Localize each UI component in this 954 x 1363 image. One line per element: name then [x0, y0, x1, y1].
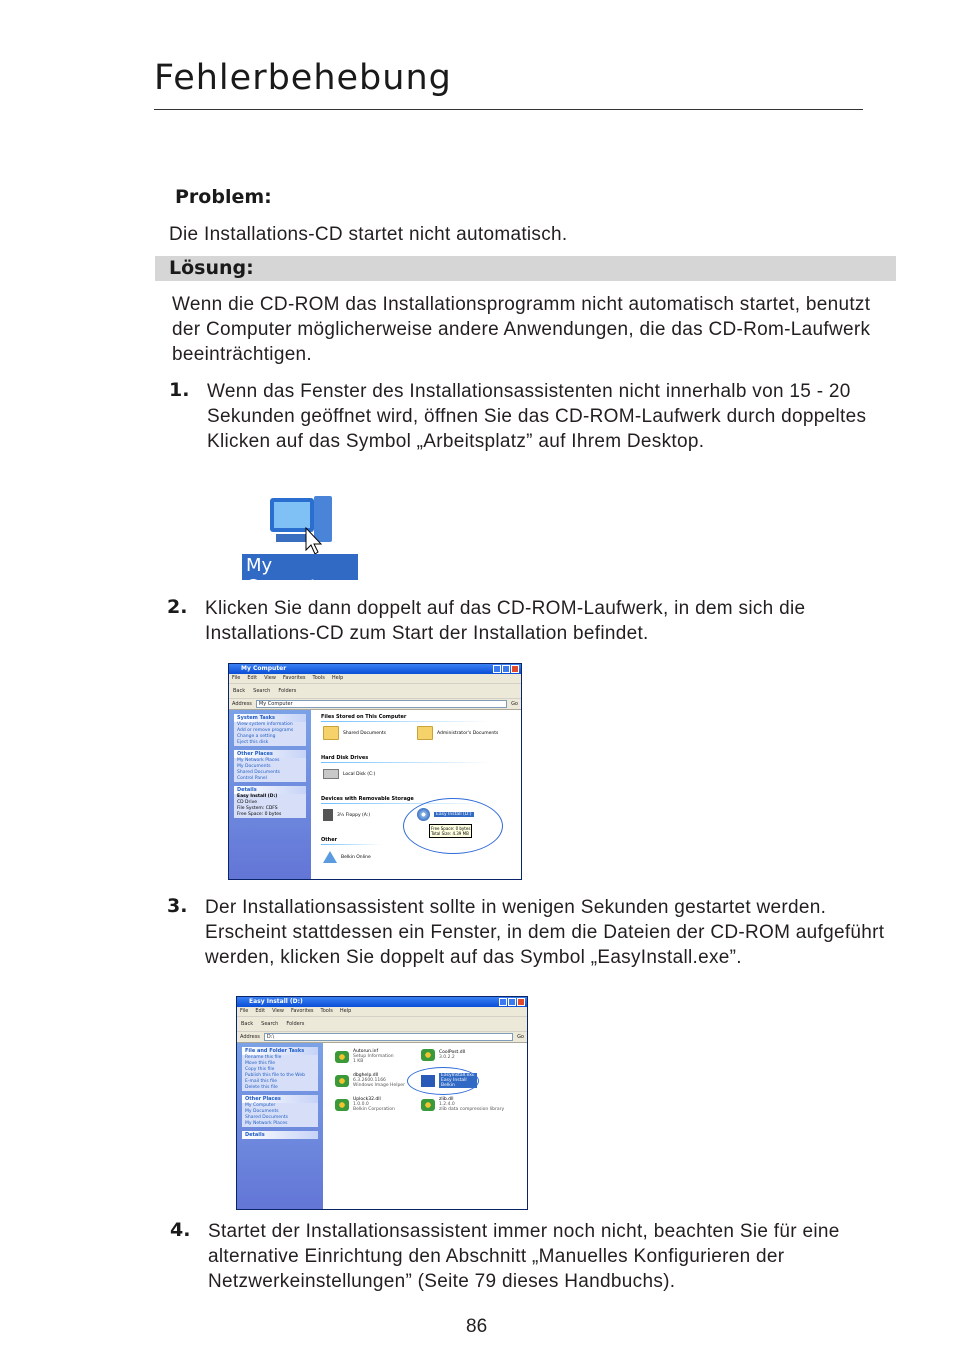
place-link[interactable]: My Documents: [245, 1109, 279, 1114]
folder-item[interactable]: Shared Documents: [323, 726, 386, 740]
panel-title: Other Places: [234, 750, 306, 758]
close-icon[interactable]: [517, 998, 525, 1006]
folder-icon: [323, 726, 339, 740]
menu-item[interactable]: View: [272, 1008, 284, 1014]
search-button[interactable]: Search: [261, 1021, 279, 1027]
menu-item[interactable]: Help: [331, 675, 344, 681]
section-divider: [321, 762, 491, 763]
detail-line: CD Drive: [237, 800, 258, 805]
menu-item[interactable]: View: [264, 675, 276, 681]
menu-item[interactable]: File: [240, 1008, 249, 1014]
panel-title: Other Places: [242, 1095, 318, 1103]
place-link[interactable]: My Documents: [237, 764, 271, 769]
my-computer-icon[interactable]: [240, 488, 360, 597]
step-number: 3.: [167, 895, 188, 917]
tooltip-line: Free Space: 0 bytes: [431, 826, 471, 831]
dll-file-icon: [335, 1099, 349, 1111]
back-button[interactable]: Back: [233, 688, 246, 694]
solution-label: Lösung:: [169, 257, 254, 279]
panel-title: System Tasks: [234, 714, 306, 722]
task-link[interactable]: Add or remove programs: [237, 728, 294, 733]
address-bar: [237, 1032, 527, 1043]
toolbar: [229, 684, 521, 699]
section-heading: Files Stored on This Computer: [321, 714, 407, 720]
window-title: My Computer: [241, 665, 287, 672]
solution-header-bar: [155, 256, 896, 281]
step-text: Der Installationsassistent sollte in wenigen Sekunden gestartet werden. Erscheint stattdessen ein Fenster, in dem die Dateien der CD-ROM aufgeführt werden, klicken Sie doppelt auf das Symbol „EasyInstall.exe”.: [205, 897, 885, 968]
menu-bar: [229, 674, 521, 684]
folder-icon: [417, 726, 433, 740]
address-input[interactable]: My Computer: [256, 700, 507, 708]
menu-item[interactable]: Favorites: [290, 1008, 314, 1014]
cd-drive-item[interactable]: Easy Install (D:): [417, 808, 474, 821]
step-text: Wenn das Fenster des Installationsassistenten nicht innerhalb von 15 - 20 Sekunden geöffnet wird, öffnen Sie das CD-ROM-Laufwerk durch doppeltes Klicken auf das Symbol „Arbeitsplatz” auf Ihrem Desktop.: [207, 381, 867, 452]
page-title: Fehlerbehebung: [154, 58, 452, 98]
section-heading: Other: [321, 837, 338, 843]
floppy-icon: [323, 809, 333, 821]
menu-item[interactable]: Help: [339, 1008, 352, 1014]
easyinstall-file-item[interactable]: EasyInstall.exe Easy Install Belkin: [421, 1073, 477, 1088]
task-link[interactable]: Publish this file to the Web: [245, 1073, 305, 1078]
section-divider: [321, 721, 491, 722]
problem-text: Die Installations-CD startet nicht automatisch.: [169, 224, 568, 245]
drive-item[interactable]: 3½ Floppy (A:): [323, 809, 370, 821]
address-input[interactable]: D:\: [264, 1033, 513, 1041]
task-link[interactable]: Copy this file: [245, 1067, 275, 1072]
folders-button[interactable]: Folders: [286, 1021, 305, 1027]
go-button[interactable]: Go: [511, 701, 518, 707]
menu-item[interactable]: Tools: [312, 675, 325, 681]
setup-file-icon: [335, 1051, 349, 1063]
file-item[interactable]: zlib.dll 1.2.4.0 zlib data compression library: [421, 1097, 504, 1112]
step-number: 1.: [169, 379, 190, 401]
panel-title: Details: [234, 786, 306, 794]
task-link[interactable]: View system information: [237, 722, 293, 727]
detail-line: Free Space: 0 bytes: [237, 812, 282, 817]
step-text: Klicken Sie dann doppelt auf das CD-ROM-Laufwerk, in dem sich die Installations-CD zum Start der Installation befindet.: [205, 598, 806, 644]
easy-install-window-screenshot: [236, 996, 528, 1210]
file-view: [313, 710, 521, 880]
back-button[interactable]: Back: [241, 1021, 254, 1027]
section-heading: Devices with Removable Storage: [321, 796, 414, 802]
place-link[interactable]: My Computer: [245, 1103, 276, 1108]
panel-title: Details: [242, 1131, 318, 1139]
toolbar: [237, 1017, 527, 1032]
title-divider: [154, 109, 863, 110]
file-item[interactable]: CoolPost.dll 3.0.2.2: [421, 1049, 465, 1061]
close-icon[interactable]: [511, 665, 519, 673]
tooltip-line: Total Size: 4.39 MB: [431, 831, 469, 836]
menu-item[interactable]: Edit: [255, 1008, 266, 1014]
file-view: [325, 1043, 527, 1210]
dll-file-icon: [335, 1075, 349, 1087]
task-link[interactable]: E-mail this file: [245, 1079, 278, 1084]
step-text: Startet der Installationsassistent immer noch nicht, beachten Sie für eine alternative Einrichtung den Abschnitt „Manuelles Konfigurieren der Netzwerkeinstellungen” (Seite 79 dieses Handbuchs).: [208, 1221, 840, 1292]
detail-line: Easy Install (D:): [237, 794, 278, 799]
section-heading: Hard Disk Drives: [321, 755, 369, 761]
step-number: 4.: [170, 1219, 191, 1241]
file-item[interactable]: Uplock32.dll 1.0.0.0 Belkin Corporation: [335, 1097, 395, 1112]
window-title-bar: [229, 664, 521, 674]
menu-item[interactable]: Tools: [320, 1008, 333, 1014]
page-number: 86: [466, 1316, 488, 1337]
panel-title: File and Folder Tasks: [242, 1047, 318, 1055]
file-item[interactable]: Autorun.inf Setup Information 1 KB: [335, 1049, 394, 1064]
section-divider: [321, 844, 381, 845]
hard-disk-icon: [323, 769, 339, 779]
minimize-icon[interactable]: [493, 665, 501, 673]
detail-line: File System: CDFS: [237, 806, 278, 811]
task-link[interactable]: Delete this file: [245, 1085, 278, 1090]
dll-file-icon: [421, 1049, 435, 1061]
other-item[interactable]: Belkin Online: [323, 851, 371, 863]
highlight-circle: [407, 1067, 479, 1095]
task-panel: [234, 786, 306, 818]
menu-item[interactable]: Favorites: [282, 675, 306, 681]
task-panel: [242, 1131, 318, 1139]
maximize-icon[interactable]: [508, 998, 516, 1006]
drive-item[interactable]: Local Disk (C:): [323, 769, 375, 779]
maximize-icon[interactable]: [502, 665, 510, 673]
place-link[interactable]: Shared Documents: [237, 770, 280, 775]
place-link[interactable]: My Network Places: [237, 758, 280, 763]
menu-bar: [237, 1007, 527, 1017]
task-panel: [242, 1095, 318, 1127]
go-button[interactable]: Go: [517, 1034, 524, 1040]
task-link[interactable]: Eject this disk: [237, 740, 269, 745]
my-computer-label: My Computer: [246, 555, 336, 597]
place-link[interactable]: My Network Places: [245, 1121, 288, 1126]
task-panel: [234, 750, 306, 782]
highlight-circle: [403, 798, 503, 854]
my-computer-window-screenshot: [228, 663, 522, 880]
step-number: 2.: [167, 596, 188, 618]
menu-item[interactable]: Edit: [247, 675, 258, 681]
solution-intro: Wenn die CD-ROM das Installationsprogramm nicht automatisch startet, benutzt der Computer möglicherweise andere Anwendungen, die das CD-Rom-Laufwerk beeinträchtigen.: [172, 294, 871, 365]
task-link[interactable]: Move this file: [245, 1061, 275, 1066]
minimize-icon[interactable]: [499, 998, 507, 1006]
place-link[interactable]: Control Panel: [237, 776, 267, 781]
search-button[interactable]: Search: [253, 688, 271, 694]
problem-label: Problem:: [175, 186, 272, 208]
menu-item[interactable]: File: [232, 675, 241, 681]
dll-file-icon: [421, 1099, 435, 1111]
folders-button[interactable]: Folders: [278, 688, 297, 694]
task-panel: [242, 1047, 318, 1091]
task-link[interactable]: Change a setting: [237, 734, 276, 739]
address-label: Address: [240, 1034, 260, 1040]
address-label: Address: [232, 701, 252, 707]
task-pane: [237, 1043, 323, 1210]
network-icon: [323, 851, 337, 863]
folder-item[interactable]: Administrator's Documents: [417, 726, 498, 740]
place-link[interactable]: Shared Documents: [245, 1115, 288, 1120]
address-bar: [229, 699, 521, 710]
file-item[interactable]: dbghelp.dll 6.3.2600.1166 Windows Image Helper: [335, 1073, 405, 1088]
window-title-bar: [237, 997, 527, 1007]
task-panel: [234, 714, 306, 746]
window-title: Easy Install (D:): [249, 998, 303, 1005]
task-pane: [229, 710, 311, 880]
task-link[interactable]: Rename this file: [245, 1055, 282, 1060]
